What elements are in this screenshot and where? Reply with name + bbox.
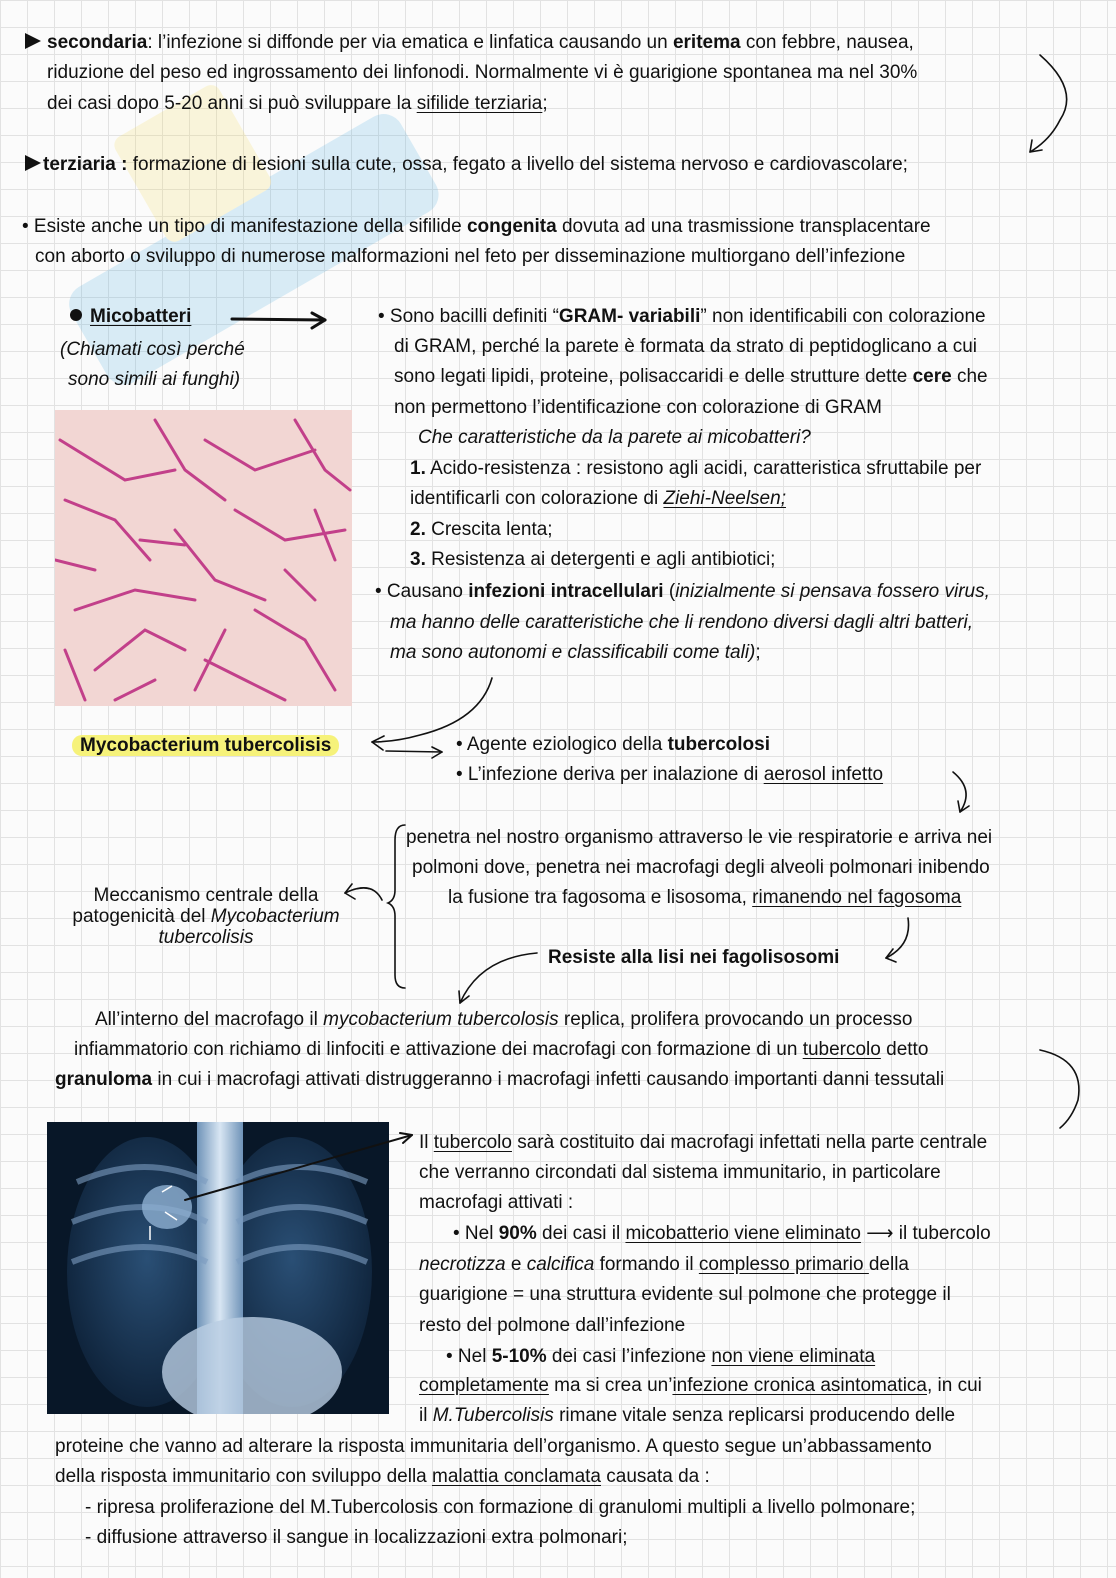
case5-line2: completamente ma si crea un’infezione cronica asintomatica, in cui bbox=[419, 1375, 982, 1396]
tubercolisis-bullet1: • Agente eziologico della tubercolosi bbox=[456, 734, 770, 755]
case5-dash1: - ripresa proliferazione del M.Tubercolosis con formazione di granulomi multipli a livello polmonare; bbox=[85, 1497, 916, 1518]
curve-arrow-secondaria bbox=[1030, 55, 1067, 152]
micobatteri-p1-line1: • Sono bacilli definiti “GRAM- variabili” non identificabili con colorazione bbox=[378, 306, 986, 327]
penetra-line1: penetra nel nostro organismo attraverso le vie respiratorie e arriva nei bbox=[406, 827, 993, 848]
tubercolo-line2: che verranno circondati dal sistema immunitario, in particolare bbox=[419, 1162, 941, 1183]
interno-line1: All’interno del macrofago il mycobacterium tubercolosis replica, prolifera provocando un processo bbox=[95, 1009, 913, 1030]
curve-arrow-to-tubercolisis bbox=[372, 678, 492, 742]
micobatteri-p1-line3: sono legati lipidi, proteine, polisaccaridi e delle strutture dette cere che bbox=[394, 366, 988, 387]
penetra-line2: polmoni dove, penetra nei macrofagi degli alveoli polmonari inibendo bbox=[412, 857, 990, 878]
micobatteri-p2-line2: ma hanno delle caratteristiche che li rendono diversi dagli altri batteri, bbox=[390, 612, 973, 633]
micobatteri-item1: 1. Acido-resistenza : resistono agli acidi, caratteristica sfruttabile per bbox=[410, 458, 982, 479]
micobatteri-p2-line1: • Causano infezioni intracellulari (inizialmente si pensava fossero virus, bbox=[375, 581, 990, 602]
secondaria-line3: dei casi dopo 5-20 anni si può sviluppare la sifilide terziaria; bbox=[47, 93, 548, 114]
micobatteri-item3: 3. Resistenza ai detergenti e agli antibiotici; bbox=[410, 549, 776, 570]
tubercolisis-name: Mycobacterium tubercolisis bbox=[72, 731, 339, 762]
arrow-to-meccanismo bbox=[345, 888, 382, 900]
micobatteri-subtitle2: sono simili ai funghi) bbox=[68, 369, 241, 390]
curve-arrow-fagosoma bbox=[886, 918, 909, 958]
case5-line1: • Nel 5-10% dei casi l’infezione non viene eliminata bbox=[446, 1346, 876, 1367]
resiste-label: Resiste alla lisi nei fagolisosomi bbox=[548, 947, 840, 968]
case5-line5: della risposta immunitario con sviluppo della malattia conclamata causata da : bbox=[55, 1466, 710, 1487]
secondaria-line1: secondaria: l’infezione si diffonde per via ematica e linfatica causando un eritema con febbre, nausea, bbox=[25, 28, 914, 59]
meccanismo-label: Meccanismo centrale della patogenicità del Mycobacterium tubercolisis bbox=[72, 885, 340, 948]
micobatteri-p2-line3: ma sono autonomi e classificabili come tali); bbox=[390, 642, 761, 663]
micobatteri-item2: 2. Crescita lenta; bbox=[410, 519, 553, 540]
interno-line3: granuloma in cui i macrofagi attivati distruggeranno i macrofagi infetti causando importanti danni tessutali bbox=[55, 1069, 945, 1090]
case90-line2: necrotizza e calcifica formando il complesso primario della bbox=[419, 1254, 910, 1275]
tubercolo-line1: Il tubercolo sarà costituito dai macrofagi infettati nella parte centrale bbox=[419, 1132, 988, 1153]
arrow-xray-to-tubercolo bbox=[185, 1135, 412, 1200]
case90-line1: • Nel 90% dei casi il micobatterio viene eliminato ⟶ il tubercolo bbox=[453, 1223, 991, 1244]
penetra-line3: la fusione tra fagosoma e lisosoma, rimanendo nel fagosoma bbox=[448, 887, 962, 908]
terziaria-line: terziaria : formazione di lesioni sulla cute, ossa, fegato a livello del sistema nervoso e cardiovascolare; bbox=[25, 150, 908, 181]
terziaria-label: terziaria : bbox=[43, 154, 128, 175]
micobatteri-item1-line2: identificarli con colorazione di Ziehi-Neelsen; bbox=[410, 488, 786, 509]
curve-arrow-resiste bbox=[460, 953, 537, 1003]
arrow-micobatteri bbox=[232, 319, 325, 320]
case90-line3: guarigione = una struttura evidente sul polmone che protegge il bbox=[419, 1284, 951, 1305]
case5-dash2: - diffusione attraverso il sangue in localizzazioni extra polmonari; bbox=[85, 1527, 628, 1548]
micobatteri-p1-line4: non permettono l’identificazione con colorazione di GRAM bbox=[394, 397, 882, 418]
micobatteri-p1-line2: di GRAM, perché la parete è formata da strato di peptidoglicano a cui bbox=[394, 336, 977, 357]
case5-line3: il M.Tubercolisis rimane vitale senza replicarsi producendo delle bbox=[419, 1405, 956, 1426]
brace-meccanismo bbox=[388, 825, 405, 988]
secondaria-line2: riduzione del peso ed ingrossamento dei linfonodi. Normalmente vi è guarigione spontanea ma nel 30% bbox=[47, 62, 918, 83]
micobatteri-subtitle1: (Chiamati così perché bbox=[60, 339, 245, 360]
congenita-line2: con aborto o sviluppo di numerose malformazioni nel feto per disseminazione multiorgano dell’infezione bbox=[35, 246, 906, 267]
interno-line2: infiammatorio con richiamo di linfociti e attivazione dei macrofagi con formazione di un tubercolo detto bbox=[74, 1039, 929, 1060]
tubercolo-line3: macrofagi attivati : bbox=[419, 1192, 574, 1213]
micobatteri-question: Che caratteristiche da la parete ai micobatteri? bbox=[418, 427, 811, 448]
secondaria-label: secondaria bbox=[47, 32, 148, 53]
arrow-to-bullets bbox=[386, 751, 442, 752]
case5-line4: proteine che vanno ad alterare la risposta immunitaria dell’organismo. A questo segue un’abbassamento bbox=[55, 1436, 932, 1457]
curve-arrow-granuloma bbox=[1040, 1050, 1079, 1128]
tubercolisis-bullet2: • L’infezione deriva per inalazione di aerosol infetto bbox=[456, 764, 884, 785]
case90-line4: resto del polmone dall’infezione bbox=[419, 1315, 686, 1336]
micobatteri-title: Micobatteri bbox=[70, 302, 191, 333]
congenita-line1: • Esiste anche un tipo di manifestazione della sifilide congenita dovuta ad una trasmissione transplacentare bbox=[22, 216, 931, 237]
